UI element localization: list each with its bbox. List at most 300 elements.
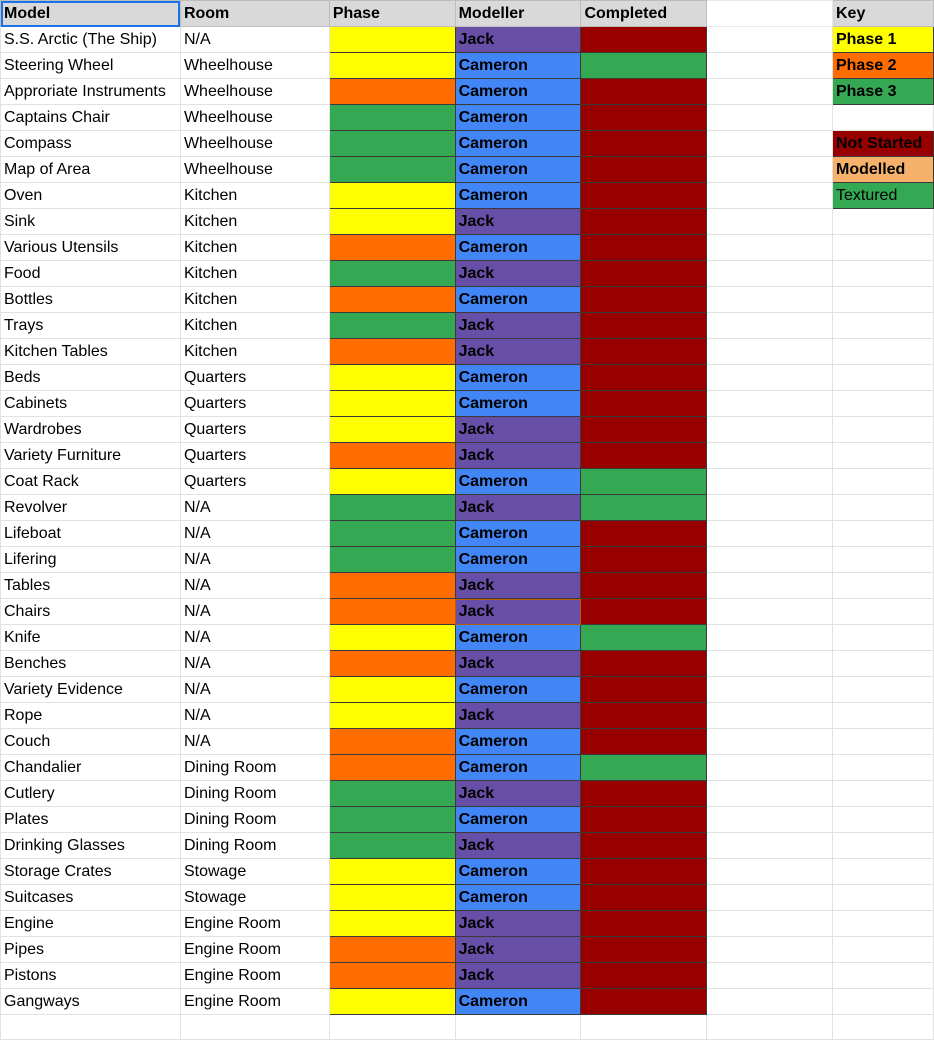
room-cell[interactable]: Quarters — [180, 365, 329, 391]
modeller-cell[interactable]: Jack — [455, 339, 581, 365]
empty-cell[interactable] — [832, 729, 933, 755]
room-cell[interactable]: Dining Room — [180, 755, 329, 781]
phase-cell[interactable] — [329, 443, 455, 469]
empty-cell[interactable] — [707, 79, 833, 105]
completed-cell[interactable] — [581, 963, 707, 989]
empty-cell[interactable] — [707, 859, 833, 885]
room-cell[interactable]: Kitchen — [180, 339, 329, 365]
phase-cell[interactable] — [329, 755, 455, 781]
empty-cell[interactable] — [707, 27, 833, 53]
room-cell[interactable]: Engine Room — [180, 911, 329, 937]
phase-cell[interactable] — [329, 183, 455, 209]
phase-cell[interactable] — [329, 469, 455, 495]
phase-cell[interactable] — [329, 131, 455, 157]
model-cell[interactable]: Steering Wheel — [1, 53, 181, 79]
empty-cell[interactable] — [707, 287, 833, 313]
empty-cell[interactable] — [707, 651, 833, 677]
completed-cell[interactable] — [581, 651, 707, 677]
completed-cell[interactable] — [581, 495, 707, 521]
empty-cell[interactable] — [832, 235, 933, 261]
room-cell[interactable]: Kitchen — [180, 209, 329, 235]
modeller-cell[interactable]: Cameron — [455, 625, 581, 651]
empty-cell[interactable] — [832, 313, 933, 339]
model-cell[interactable]: Cutlery — [1, 781, 181, 807]
model-cell[interactable]: Drinking Glasses — [1, 833, 181, 859]
table-row — [1, 105, 934, 131]
empty-cell[interactable] — [707, 703, 833, 729]
empty-cell[interactable] — [707, 521, 833, 547]
room-cell[interactable]: N/A — [180, 703, 329, 729]
room-cell[interactable]: N/A — [180, 625, 329, 651]
empty-cell[interactable] — [832, 807, 933, 833]
room-cell[interactable]: N/A — [180, 495, 329, 521]
room-cell[interactable]: N/A — [180, 677, 329, 703]
modeller-cell[interactable]: Jack — [455, 209, 581, 235]
phase-cell[interactable] — [329, 209, 455, 235]
completed-cell[interactable] — [581, 599, 707, 625]
phase-cell[interactable] — [329, 339, 455, 365]
empty-cell[interactable] — [581, 1015, 707, 1040]
modeller-cell[interactable]: Cameron — [455, 391, 581, 417]
modeller-cell[interactable]: Jack — [455, 573, 581, 599]
phase-cell[interactable] — [329, 651, 455, 677]
completed-cell[interactable] — [581, 313, 707, 339]
completed-cell[interactable] — [581, 989, 707, 1015]
empty-cell[interactable] — [707, 911, 833, 937]
phase-cell[interactable] — [329, 677, 455, 703]
empty-cell[interactable] — [832, 781, 933, 807]
empty-cell[interactable] — [832, 963, 933, 989]
key-cell-ns[interactable]: Not Started — [832, 131, 933, 157]
phase-cell[interactable] — [329, 261, 455, 287]
empty-cell[interactable] — [832, 391, 933, 417]
empty-cell[interactable] — [832, 495, 933, 521]
completed-cell[interactable] — [581, 781, 707, 807]
phase-cell[interactable] — [329, 833, 455, 859]
completed-cell[interactable] — [581, 677, 707, 703]
completed-cell[interactable] — [581, 833, 707, 859]
room-cell[interactable]: Wheelhouse — [180, 131, 329, 157]
modeller-cell[interactable]: Jack — [455, 911, 581, 937]
empty-cell[interactable] — [707, 807, 833, 833]
header-room-cell[interactable]: Room — [180, 1, 329, 27]
empty-cell[interactable] — [329, 1015, 455, 1040]
empty-cell[interactable] — [832, 521, 933, 547]
modeller-cell[interactable]: Cameron — [455, 677, 581, 703]
completed-cell[interactable] — [581, 53, 707, 79]
empty-cell[interactable] — [707, 1, 833, 27]
model-cell[interactable]: Coat Rack — [1, 469, 181, 495]
modeller-cell[interactable]: Jack — [455, 443, 581, 469]
completed-cell[interactable] — [581, 391, 707, 417]
room-cell[interactable]: Kitchen — [180, 235, 329, 261]
completed-cell[interactable] — [581, 807, 707, 833]
model-cell[interactable]: S.S. Arctic (The Ship) — [1, 27, 181, 53]
table-row — [1, 235, 934, 261]
key-cell-phase1[interactable]: Phase 1 — [832, 27, 933, 53]
empty-cell[interactable] — [832, 261, 933, 287]
phase-cell[interactable] — [329, 105, 455, 131]
empty-cell[interactable] — [832, 573, 933, 599]
model-cell[interactable]: Various Utensils — [1, 235, 181, 261]
empty-cell[interactable] — [707, 495, 833, 521]
model-cell[interactable]: Sink — [1, 209, 181, 235]
model-cell[interactable]: Trays — [1, 313, 181, 339]
room-cell[interactable]: Wheelhouse — [180, 157, 329, 183]
empty-cell[interactable] — [832, 469, 933, 495]
room-cell[interactable]: Quarters — [180, 469, 329, 495]
completed-cell[interactable] — [581, 885, 707, 911]
empty-cell[interactable] — [707, 937, 833, 963]
table-row — [1, 703, 934, 729]
room-cell[interactable]: Engine Room — [180, 963, 329, 989]
phase-cell[interactable] — [329, 521, 455, 547]
room-cell[interactable]: Kitchen — [180, 183, 329, 209]
empty-cell[interactable] — [707, 677, 833, 703]
model-cell[interactable]: Food — [1, 261, 181, 287]
empty-cell[interactable] — [1, 1015, 181, 1040]
completed-cell[interactable] — [581, 365, 707, 391]
header-model-cell[interactable]: Model — [1, 1, 181, 27]
modeller-cell[interactable]: Cameron — [455, 729, 581, 755]
room-cell[interactable]: Engine Room — [180, 937, 329, 963]
empty-cell[interactable] — [832, 339, 933, 365]
empty-cell[interactable] — [832, 599, 933, 625]
phase-cell[interactable] — [329, 79, 455, 105]
model-cell[interactable]: Revolver — [1, 495, 181, 521]
model-cell[interactable]: Engine — [1, 911, 181, 937]
key-cell-mod[interactable]: Modelled — [832, 157, 933, 183]
modeller-cell[interactable]: Cameron — [455, 755, 581, 781]
completed-cell[interactable] — [581, 547, 707, 573]
empty-cell[interactable] — [832, 365, 933, 391]
modeller-cell[interactable]: Cameron — [455, 859, 581, 885]
empty-cell[interactable] — [707, 131, 833, 157]
modeller-cell[interactable]: Jack — [455, 781, 581, 807]
model-cell[interactable]: Tables — [1, 573, 181, 599]
empty-cell[interactable] — [832, 677, 933, 703]
completed-cell[interactable] — [581, 235, 707, 261]
completed-cell[interactable] — [581, 183, 707, 209]
room-cell[interactable]: N/A — [180, 651, 329, 677]
completed-cell[interactable] — [581, 105, 707, 131]
table-row — [1, 443, 934, 469]
empty-cell[interactable] — [707, 391, 833, 417]
table-row — [1, 365, 934, 391]
empty-cell[interactable] — [707, 235, 833, 261]
modeller-cell[interactable]: Cameron — [455, 807, 581, 833]
room-cell[interactable]: N/A — [180, 547, 329, 573]
modeller-cell[interactable]: Jack — [455, 261, 581, 287]
modeller-cell[interactable]: Jack — [455, 963, 581, 989]
modeller-cell[interactable]: Jack — [455, 313, 581, 339]
empty-cell[interactable] — [832, 1015, 933, 1040]
modeller-cell[interactable]: Cameron — [455, 235, 581, 261]
empty-cell[interactable] — [455, 1015, 581, 1040]
room-cell[interactable]: N/A — [180, 573, 329, 599]
modeller-cell[interactable]: Jack — [455, 417, 581, 443]
model-cell[interactable]: Plates — [1, 807, 181, 833]
modeller-cell[interactable]: Jack — [455, 937, 581, 963]
room-cell[interactable]: Dining Room — [180, 807, 329, 833]
room-cell[interactable]: Dining Room — [180, 833, 329, 859]
empty-cell[interactable] — [707, 365, 833, 391]
empty-cell[interactable] — [707, 547, 833, 573]
completed-cell[interactable] — [581, 417, 707, 443]
model-cell[interactable]: Beds — [1, 365, 181, 391]
room-cell[interactable]: Wheelhouse — [180, 105, 329, 131]
empty-cell[interactable] — [707, 989, 833, 1015]
table-row — [1, 755, 934, 781]
empty-cell[interactable] — [832, 911, 933, 937]
empty-cell[interactable] — [832, 443, 933, 469]
model-cell[interactable]: Kitchen Tables — [1, 339, 181, 365]
model-cell[interactable]: Approriate Instruments — [1, 79, 181, 105]
completed-cell[interactable] — [581, 131, 707, 157]
room-cell[interactable]: Quarters — [180, 417, 329, 443]
model-cell[interactable]: Compass — [1, 131, 181, 157]
empty-cell[interactable] — [707, 963, 833, 989]
room-cell[interactable]: N/A — [180, 729, 329, 755]
table-row — [1, 313, 934, 339]
modeller-cell[interactable]: Cameron — [455, 365, 581, 391]
modeller-cell[interactable]: Cameron — [455, 547, 581, 573]
completed-cell[interactable] — [581, 521, 707, 547]
model-cell[interactable]: Lifering — [1, 547, 181, 573]
phase-cell[interactable] — [329, 547, 455, 573]
table-row — [1, 469, 934, 495]
phase-cell[interactable] — [329, 365, 455, 391]
modeller-cell[interactable]: Cameron — [455, 53, 581, 79]
phase-cell[interactable] — [329, 417, 455, 443]
empty-cell[interactable] — [832, 833, 933, 859]
completed-cell[interactable] — [581, 287, 707, 313]
empty-cell[interactable] — [180, 1015, 329, 1040]
modeller-cell[interactable]: Cameron — [455, 469, 581, 495]
table-row — [1, 27, 934, 53]
completed-cell[interactable] — [581, 79, 707, 105]
phase-cell[interactable] — [329, 27, 455, 53]
empty-cell[interactable] — [707, 755, 833, 781]
modeller-cell[interactable]: Jack — [455, 703, 581, 729]
room-cell[interactable]: Wheelhouse — [180, 79, 329, 105]
empty-cell[interactable] — [707, 261, 833, 287]
model-cell[interactable]: Bottles — [1, 287, 181, 313]
model-cell[interactable]: Gangways — [1, 989, 181, 1015]
table-row — [1, 131, 934, 157]
phase-cell[interactable] — [329, 287, 455, 313]
phase-cell[interactable] — [329, 859, 455, 885]
room-cell[interactable]: Kitchen — [180, 313, 329, 339]
phase-cell[interactable] — [329, 495, 455, 521]
phase-cell[interactable] — [329, 937, 455, 963]
empty-cell[interactable] — [707, 157, 833, 183]
table-row — [1, 781, 934, 807]
empty-cell[interactable] — [707, 729, 833, 755]
phase-cell[interactable] — [329, 313, 455, 339]
phase-cell[interactable] — [329, 963, 455, 989]
table-row — [1, 625, 934, 651]
room-cell[interactable]: Kitchen — [180, 261, 329, 287]
completed-cell[interactable] — [581, 937, 707, 963]
empty-cell[interactable] — [707, 781, 833, 807]
model-cell[interactable]: Lifeboat — [1, 521, 181, 547]
empty-cell[interactable] — [707, 183, 833, 209]
model-cell[interactable]: Map of Area — [1, 157, 181, 183]
room-cell[interactable]: Quarters — [180, 391, 329, 417]
empty-cell[interactable] — [832, 209, 933, 235]
model-cell[interactable]: Pipes — [1, 937, 181, 963]
modeller-cell[interactable]: Cameron — [455, 885, 581, 911]
room-cell[interactable]: Quarters — [180, 443, 329, 469]
empty-cell[interactable] — [832, 859, 933, 885]
header-modeller-cell[interactable]: Modeller — [455, 1, 581, 27]
modeller-cell[interactable]: Jack — [455, 651, 581, 677]
phase-cell[interactable] — [329, 625, 455, 651]
key-cell-phase2[interactable]: Phase 2 — [832, 53, 933, 79]
completed-cell[interactable] — [581, 573, 707, 599]
empty-cell[interactable] — [832, 417, 933, 443]
model-cell[interactable]: Couch — [1, 729, 181, 755]
phase-cell[interactable] — [329, 703, 455, 729]
modeller-cell[interactable]: Cameron — [455, 157, 581, 183]
header-completed-cell[interactable]: Completed — [581, 1, 707, 27]
empty-cell[interactable] — [707, 833, 833, 859]
empty-cell[interactable] — [707, 313, 833, 339]
empty-cell[interactable] — [832, 937, 933, 963]
room-cell[interactable]: Engine Room — [180, 989, 329, 1015]
completed-cell[interactable] — [581, 157, 707, 183]
completed-cell[interactable] — [581, 443, 707, 469]
modeller-cell[interactable]: Jack — [455, 27, 581, 53]
model-cell[interactable]: Captains Chair — [1, 105, 181, 131]
completed-cell[interactable] — [581, 261, 707, 287]
empty-cell[interactable] — [832, 885, 933, 911]
model-cell[interactable]: Wardrobes — [1, 417, 181, 443]
empty-cell[interactable] — [832, 755, 933, 781]
empty-cell[interactable] — [707, 1015, 833, 1040]
empty-cell[interactable] — [832, 703, 933, 729]
modeller-cell[interactable]: Jack — [455, 495, 581, 521]
modeller-cell[interactable]: Cameron — [455, 989, 581, 1015]
phase-cell[interactable] — [329, 53, 455, 79]
modeller-cell[interactable]: Jack — [455, 599, 581, 625]
empty-cell[interactable] — [707, 417, 833, 443]
phase-cell[interactable] — [329, 729, 455, 755]
completed-cell[interactable] — [581, 27, 707, 53]
completed-cell[interactable] — [581, 911, 707, 937]
modeller-cell[interactable]: Cameron — [455, 79, 581, 105]
model-cell[interactable]: Rope — [1, 703, 181, 729]
phase-cell[interactable] — [329, 989, 455, 1015]
empty-cell[interactable] — [832, 651, 933, 677]
model-cell[interactable]: Knife — [1, 625, 181, 651]
completed-cell[interactable] — [581, 859, 707, 885]
phase-cell[interactable] — [329, 911, 455, 937]
phase-cell[interactable] — [329, 807, 455, 833]
room-cell[interactable]: Stowage — [180, 859, 329, 885]
empty-cell[interactable] — [707, 105, 833, 131]
modeller-cell[interactable]: Jack — [455, 833, 581, 859]
completed-cell[interactable] — [581, 729, 707, 755]
model-cell[interactable]: Cabinets — [1, 391, 181, 417]
phase-cell[interactable] — [329, 391, 455, 417]
table-row — [1, 79, 934, 105]
table-row — [1, 53, 934, 79]
model-cell[interactable]: Chairs — [1, 599, 181, 625]
completed-cell[interactable] — [581, 625, 707, 651]
completed-cell[interactable] — [581, 755, 707, 781]
model-cell[interactable]: Storage Crates — [1, 859, 181, 885]
header-phase-cell[interactable]: Phase — [329, 1, 455, 27]
header-row — [1, 1, 934, 27]
modeller-cell[interactable]: Cameron — [455, 105, 581, 131]
empty-cell[interactable] — [707, 599, 833, 625]
empty-cell[interactable] — [707, 209, 833, 235]
table-row — [1, 573, 934, 599]
room-cell[interactable]: N/A — [180, 599, 329, 625]
empty-cell[interactable] — [707, 53, 833, 79]
modeller-cell[interactable]: Cameron — [455, 183, 581, 209]
header-key-cell[interactable]: Key — [832, 1, 933, 27]
room-cell[interactable]: Stowage — [180, 885, 329, 911]
completed-cell[interactable] — [581, 703, 707, 729]
model-cell[interactable]: Variety Evidence — [1, 677, 181, 703]
room-cell[interactable]: Wheelhouse — [180, 53, 329, 79]
phase-cell[interactable] — [329, 885, 455, 911]
model-cell[interactable]: Chandalier — [1, 755, 181, 781]
phase-cell[interactable] — [329, 781, 455, 807]
phase-cell[interactable] — [329, 573, 455, 599]
empty-cell[interactable] — [707, 573, 833, 599]
empty-cell[interactable] — [832, 625, 933, 651]
table-row — [1, 261, 934, 287]
key-cell-tex[interactable]: Textured — [832, 183, 933, 209]
modeller-cell[interactable]: Cameron — [455, 521, 581, 547]
empty-cell[interactable] — [832, 547, 933, 573]
table-row — [1, 989, 934, 1015]
modeller-cell[interactable]: Cameron — [455, 287, 581, 313]
model-cell[interactable]: Pistons — [1, 963, 181, 989]
empty-cell[interactable] — [832, 105, 933, 131]
model-cell[interactable]: Benches — [1, 651, 181, 677]
empty-cell[interactable] — [707, 443, 833, 469]
completed-cell[interactable] — [581, 209, 707, 235]
table-row — [1, 287, 934, 313]
phase-cell[interactable] — [329, 157, 455, 183]
completed-cell[interactable] — [581, 339, 707, 365]
phase-cell[interactable] — [329, 599, 455, 625]
empty-cell[interactable] — [707, 625, 833, 651]
table-row — [1, 391, 934, 417]
phase-cell[interactable] — [329, 235, 455, 261]
empty-cell[interactable] — [832, 287, 933, 313]
model-cell[interactable]: Oven — [1, 183, 181, 209]
room-cell[interactable]: N/A — [180, 521, 329, 547]
empty-cell[interactable] — [707, 885, 833, 911]
completed-cell[interactable] — [581, 469, 707, 495]
room-cell[interactable]: N/A — [180, 27, 329, 53]
empty-cell[interactable] — [832, 989, 933, 1015]
room-cell[interactable]: Kitchen — [180, 287, 329, 313]
model-cell[interactable]: Suitcases — [1, 885, 181, 911]
empty-cell[interactable] — [707, 339, 833, 365]
empty-cell[interactable] — [707, 469, 833, 495]
room-cell[interactable]: Dining Room — [180, 781, 329, 807]
model-cell[interactable]: Variety Furniture — [1, 443, 181, 469]
key-cell-phase3[interactable]: Phase 3 — [832, 79, 933, 105]
modeller-cell[interactable]: Cameron — [455, 131, 581, 157]
